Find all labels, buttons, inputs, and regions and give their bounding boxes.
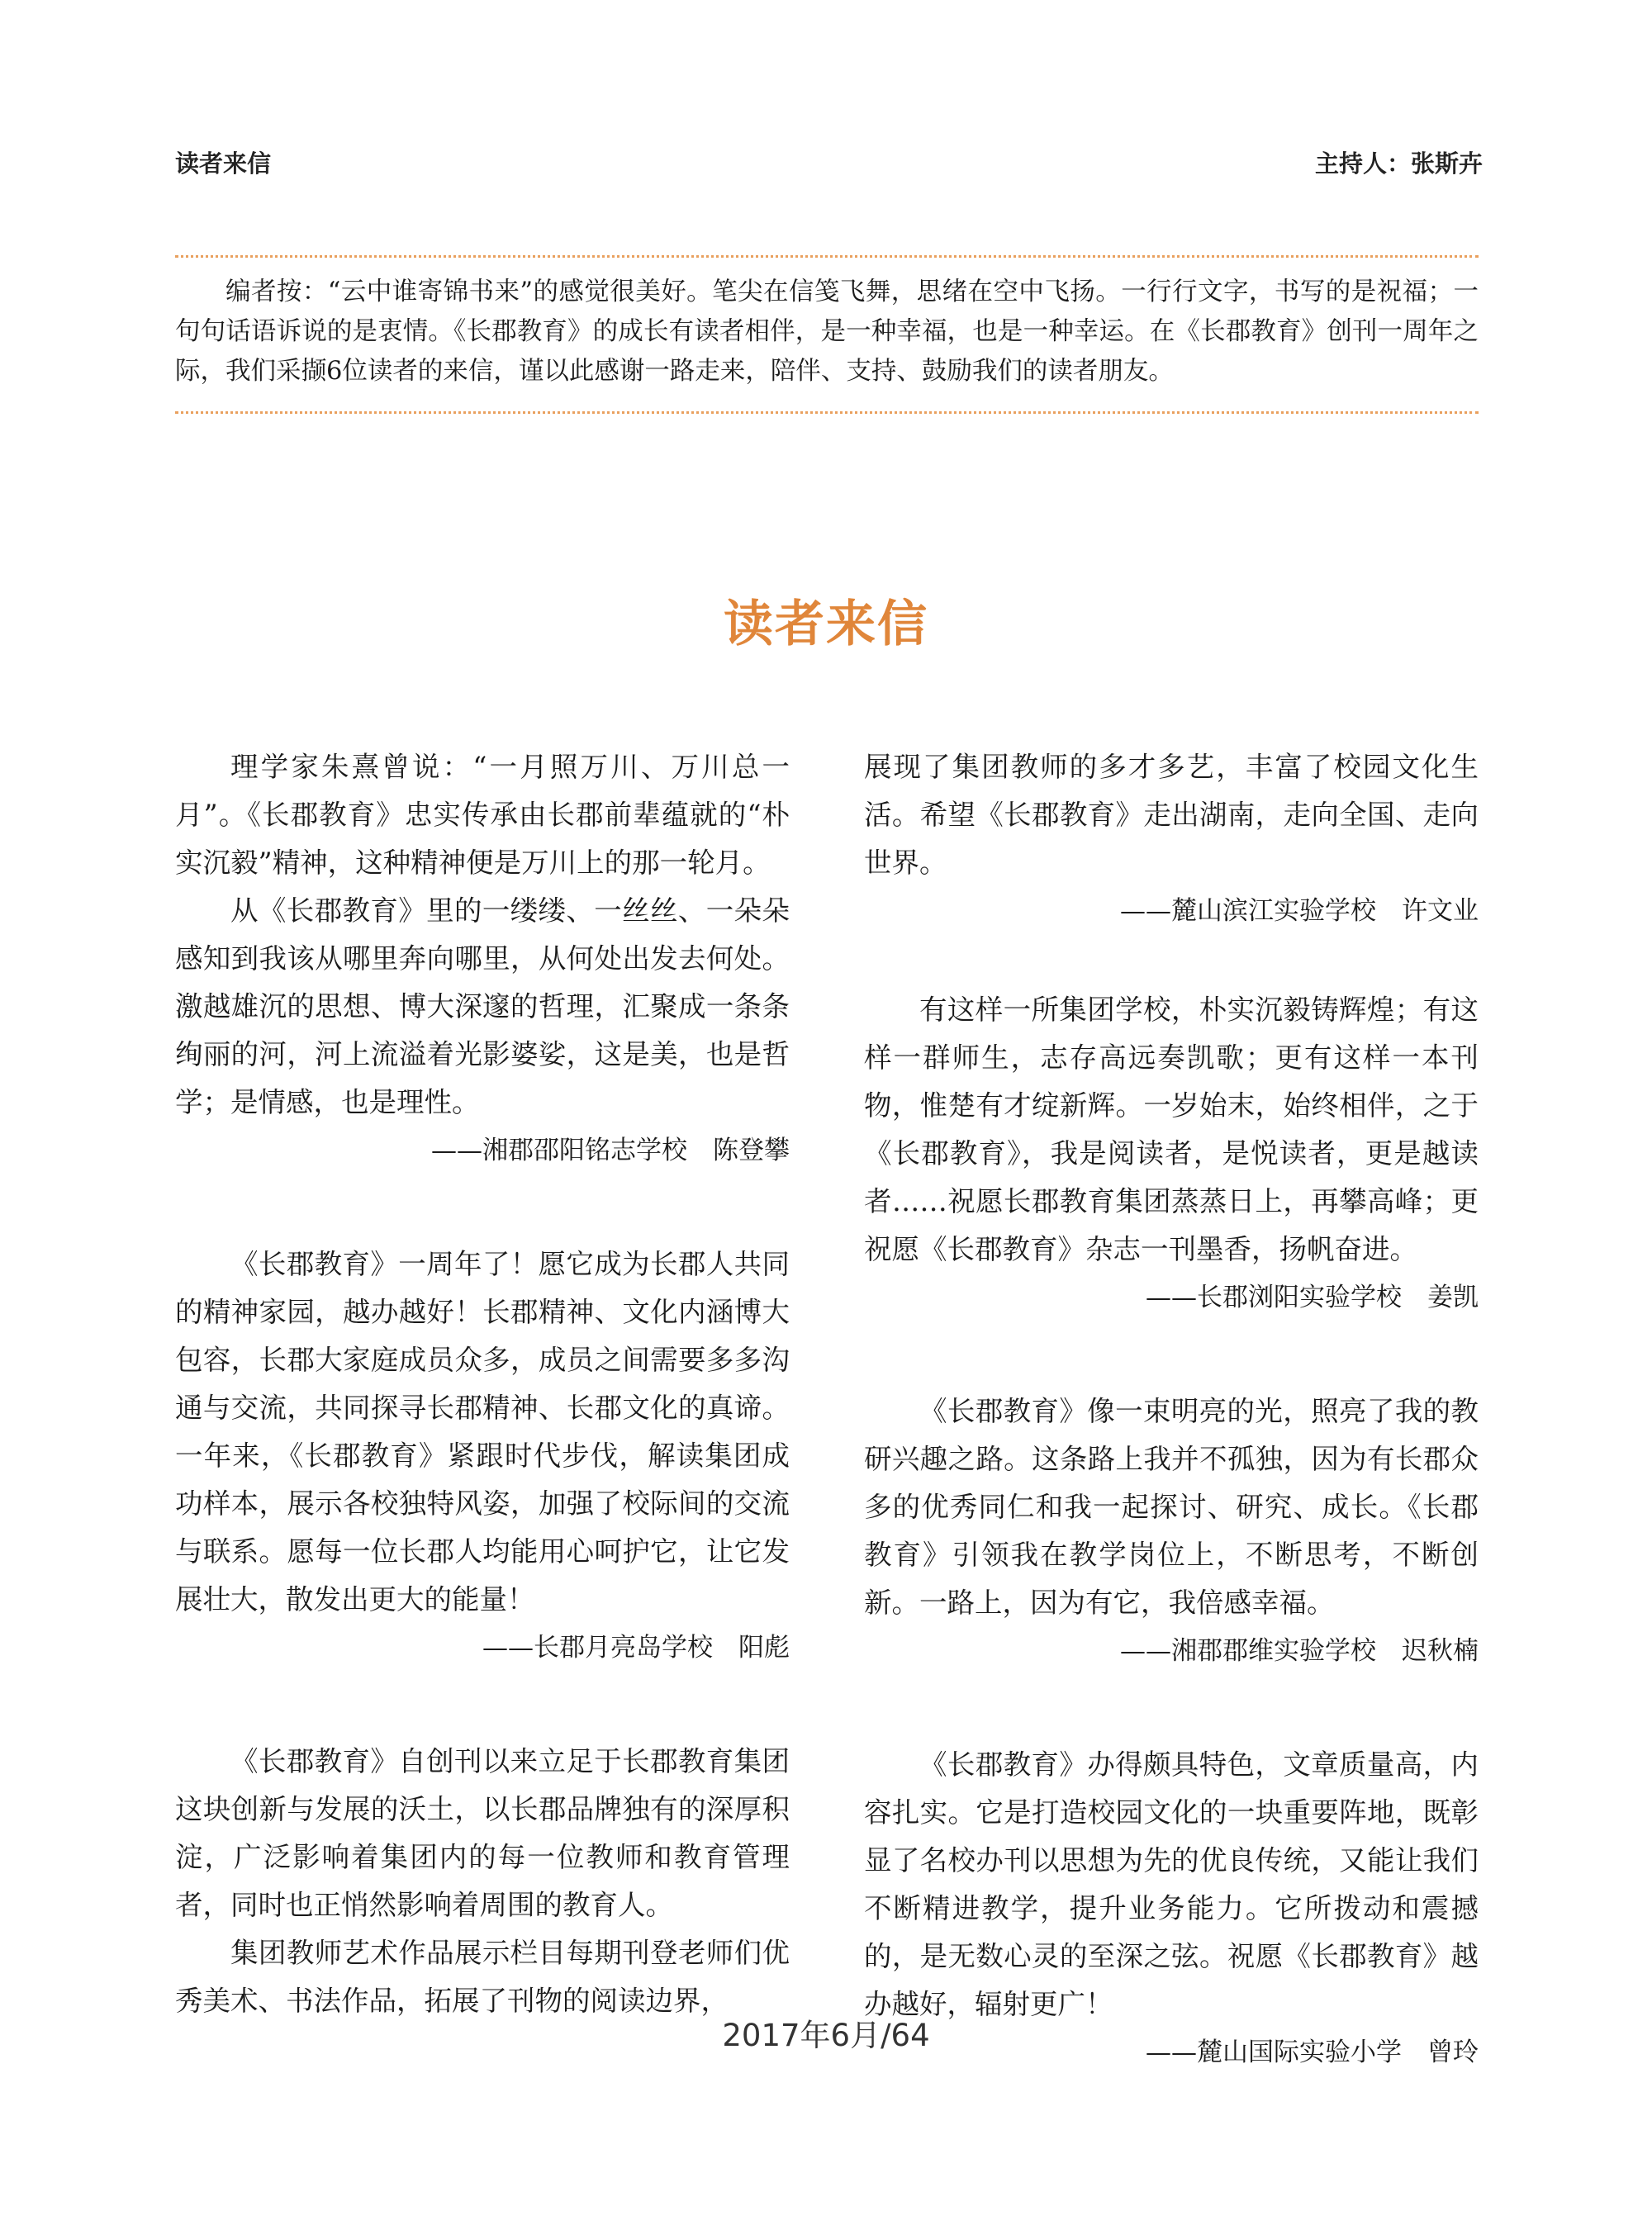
- letter-signature: ——长郡月亮岛学校 阳彪: [482, 1633, 790, 1663]
- right-column: [864, 743, 1479, 2142]
- left-column: [175, 743, 790, 2091]
- dotted-divider-top: [175, 255, 1479, 258]
- letter-paragraph: 有这样一所集团学校，朴实沉毅铸辉煌；有这样一群师生，志存高远奏凯歌；更有这样一本刊物，惟楚有才绽新辉。一岁始末，始终相伴，之于《长郡教育》，我是阅读者，是悦读者，更是越读者……祝愿长郡教育集团蒸蒸日上，再攀高峰；更祝愿《长郡教育》杂志一刊墨香，扬帆奋进。: [864, 994, 1479, 1265]
- letter: [864, 1388, 1479, 1675]
- page-footer: 2017年6月/64: [722, 2018, 930, 2053]
- editor-note: 编者按：“云中谁寄锦书来”的感觉很美好。笔尖在信笺飞舞，思绪在空中飞扬。一行行文字，书写的是祝福；一句句话语诉说的是衷情。《长郡教育》的成长有读者相伴，是一种幸福，也是一种幸运。在《长郡教育》创刊一周年之际，我们采撷6位读者的来信，谨以此感谢一路走来，陪伴、支持、鼓励我们的读者朋友。: [175, 278, 1479, 386]
- letter-paragraph: 《长郡教育》办得颇具特色，文章质量高，内容扎实。它是打造校园文化的一块重要阵地，既彰显了名校办刊以思想为先的优良传统，又能让我们不断精进教学，提升业务能力。它所拨动和震撼的，是无数心灵的至深之弦。祝愿《长郡教育》越办越好，辐射更广！: [864, 1748, 1479, 2020]
- letter-paragraph-continued: 展现了集团教师的多才多艺，丰富了校园文化生活。希望《长郡教育》走出湖南，走向全国、走向世界。: [864, 751, 1479, 879]
- letter-paragraph: 从《长郡教育》里的一缕缕、一丝丝、一朵朵感知到我该从哪里奔向哪里，从何处出发去何处。激越雄沉的思想、博大深邃的哲理，汇聚成一条条绚丽的河，河上流溢着光影婆娑，这是美，也是哲学；是情感，也是理性。: [175, 894, 790, 1118]
- letter: [175, 1241, 790, 1672]
- letter-continued: [864, 743, 1479, 935]
- letter-paragraph: 理学家朱熹曾说：“一月照万川、万川总一月”。《长郡教育》忠实传承由长郡前辈蕴就的“朴实沉毅”精神，这种精神便是万川上的那一轮月。: [175, 751, 790, 879]
- letter-paragraph: 集团教师艺术作品展示栏目每期刊登老师们优秀美术、书法作品，拓展了刊物的阅读边界，: [175, 1937, 790, 2017]
- letter-signature: ——麓山滨江实验学校 许文业: [1120, 896, 1479, 926]
- section-label: 读者来信: [175, 149, 272, 178]
- letter-signature: ——麓山国际实验小学 曾玲: [1146, 2038, 1479, 2067]
- dotted-divider-bottom: [175, 411, 1479, 414]
- host-label: 主持人：张斯卉: [1314, 149, 1483, 178]
- letter-paragraph: 《长郡教育》一周年了！愿它成为长郡人共同的精神家园，越办越好！长郡精神、文化内涵博大包容，长郡大家庭成员众多，成员之间需要多多沟通与交流，共同探寻长郡精神、长郡文化的真谛。一年来，《长郡教育》紧跟时代步伐，解读集团成功样本，展示各校独特风姿，加强了校际间的交流与联系。愿每一位长郡人均能用心呵护它，让它发展壮大，散发出更大的能量！: [175, 1248, 790, 1615]
- letter-signature: ——湘郡邵阳铭志学校 陈登攀: [431, 1136, 790, 1165]
- letter: [175, 1738, 790, 2025]
- letter: [864, 986, 1479, 1321]
- letter-paragraph: 《长郡教育》像一束明亮的光，照亮了我的教研兴趣之路。这条路上我并不孤独，因为有长郡众多的优秀同仁和我一起探讨、研究、成长。《长郡教育》引领我在教学岗位上，不断思考，不断创新。一路上，因为有它，我倍感幸福。: [864, 1395, 1479, 1619]
- letter-paragraph: 《长郡教育》自创刊以来立足于长郡教育集团这块创新与发展的沃土，以长郡品牌独有的深厚积淀，广泛影响着集团内的每一位教师和教育管理者，同时也正悄然影响着周围的教育人。: [175, 1745, 790, 1921]
- letter-signature: ——长郡浏阳实验学校 姜凯: [1146, 1283, 1479, 1312]
- article-title: 读者来信: [724, 595, 928, 653]
- letter-signature: ——湘郡郡维实验学校 迟秋楠: [1120, 1636, 1479, 1666]
- letter: [175, 743, 790, 1174]
